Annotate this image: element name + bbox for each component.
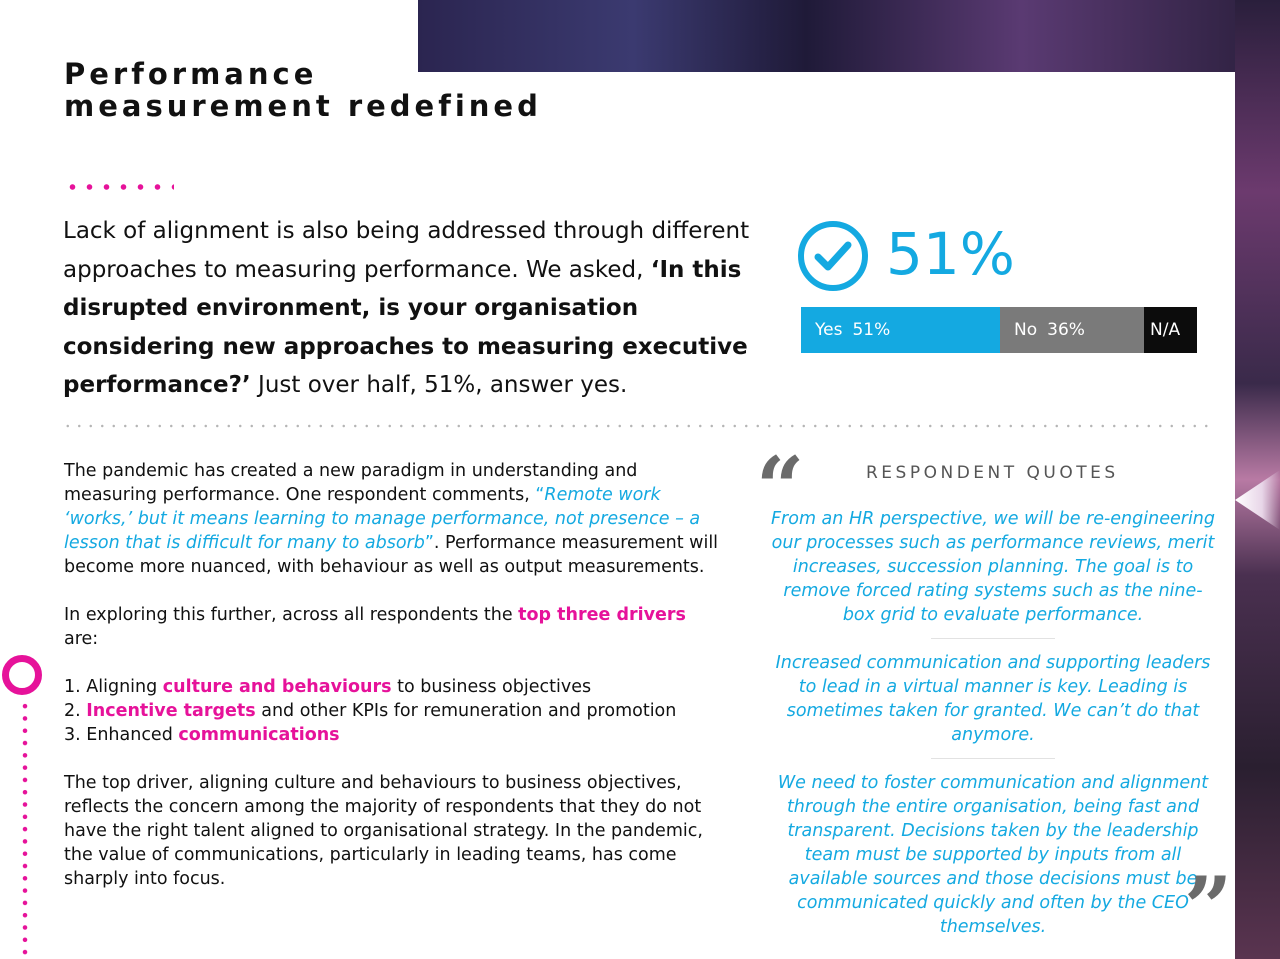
ring-marker-icon xyxy=(2,655,42,695)
list-item xyxy=(64,699,724,723)
section-divider xyxy=(62,424,1212,428)
driver-suffix: and other KPIs for remuneration and promotion xyxy=(255,701,677,721)
bar-yes-label: Yes xyxy=(815,320,843,340)
body-p2-text-b: are: xyxy=(64,629,99,649)
decorative-dot-row xyxy=(64,183,174,191)
quote-item: From an HR perspective, we will be re-engineering our processes such as performance reviews, merit increases, succession planning. The goal is to remove forced rating systems such as the nine-box grid to evaluate performance. xyxy=(770,509,1216,625)
vertical-dot-line xyxy=(22,700,28,955)
quote-divider xyxy=(931,758,1055,759)
side-background-image xyxy=(1235,0,1280,959)
driver-highlight: Incentive targets xyxy=(86,701,256,721)
light-flare xyxy=(1235,470,1280,530)
quote-item: We need to foster communication and alignment through the entire organisation, being fast and transparent. Decisions taken by the leadership team must be supported by inputs from all available sources and those decisions must be communicated quickly and often by the CEO themselves. xyxy=(777,773,1209,937)
intro-paragraph xyxy=(63,212,763,405)
check-circle-icon xyxy=(797,220,869,292)
open-quote-icon: “ xyxy=(756,438,805,537)
bar-segment-yes xyxy=(801,307,1000,353)
list-item xyxy=(64,675,724,699)
page-title-line1: Performance xyxy=(64,57,318,91)
bar-no-value: 36% xyxy=(1047,320,1085,340)
response-bar xyxy=(801,307,1197,353)
body-paragraph-3: The top driver, aligning culture and behaviours to business objectives, reflects the concern among the majority of respondents that they do not have the right talent aligned to organisational strategy. In the pandemic, the value of communications, particularly in leading teams, has come sharply into focus. xyxy=(64,773,703,889)
page-title xyxy=(64,58,542,122)
inline-quote-close: ” xyxy=(424,533,434,553)
quote-divider xyxy=(931,638,1055,639)
bar-no-label: No xyxy=(1014,320,1038,340)
quotes-heading: RESPONDENT QUOTES xyxy=(866,463,1119,483)
header-background-image xyxy=(418,0,1280,72)
driver-highlight: communications xyxy=(178,725,340,745)
stat-percentage: 51% xyxy=(886,220,1015,288)
bar-yes-value: 51% xyxy=(852,320,891,340)
driver-suffix: to business objectives xyxy=(391,677,592,697)
respondent-quotes xyxy=(770,507,1216,939)
driver-highlight: culture and behaviours xyxy=(162,677,392,697)
highlight-top-three-drivers: top three drivers xyxy=(518,605,686,625)
intro-text-end: Just over half, 51%, answer yes. xyxy=(250,372,628,398)
close-quote-icon: ” xyxy=(1184,858,1233,957)
page-title-line2: measurement redefined xyxy=(64,89,542,123)
drivers-list xyxy=(64,675,724,747)
driver-prefix: 3. Enhanced xyxy=(64,725,179,745)
driver-prefix: 1. Aligning xyxy=(64,677,163,697)
quote-item: Increased communication and supporting leaders to lead in a virtual manner is key. Leading is sometimes taken for granted. We can’t do that anymore. xyxy=(775,653,1211,745)
list-item xyxy=(64,723,724,747)
bar-segment-na xyxy=(1144,307,1197,353)
body-column xyxy=(64,459,724,915)
intro-text-start: Lack of alignment is also being addressed through different approaches to measuring performance. We asked, xyxy=(63,218,750,283)
driver-prefix: 2. xyxy=(64,701,87,721)
bar-segment-no xyxy=(1000,307,1144,353)
intro-question: ‘In this disrupted environment, is your organisation considering new approaches to measuring executive performance?’ xyxy=(63,256,748,398)
body-p2-text-a: In exploring this further, across all respondents the xyxy=(64,605,519,625)
body-paragraph-1 xyxy=(64,459,724,579)
body-paragraph-2 xyxy=(64,603,724,651)
bar-na-label: N/A xyxy=(1150,320,1181,340)
inline-respondent-quote: Remote work ‘works,’ but it means learning to manage performance, not presence – a lesson that is difficult for many to absorb xyxy=(64,485,701,553)
body-p1-text-b: . Performance measurement will become more nuanced, with behaviour as well as output measurements. xyxy=(64,533,719,577)
inline-quote-open: “ xyxy=(535,485,545,505)
body-p1-text-a: The pandemic has created a new paradigm in understanding and measuring performance. One respondent comments, xyxy=(64,461,638,505)
